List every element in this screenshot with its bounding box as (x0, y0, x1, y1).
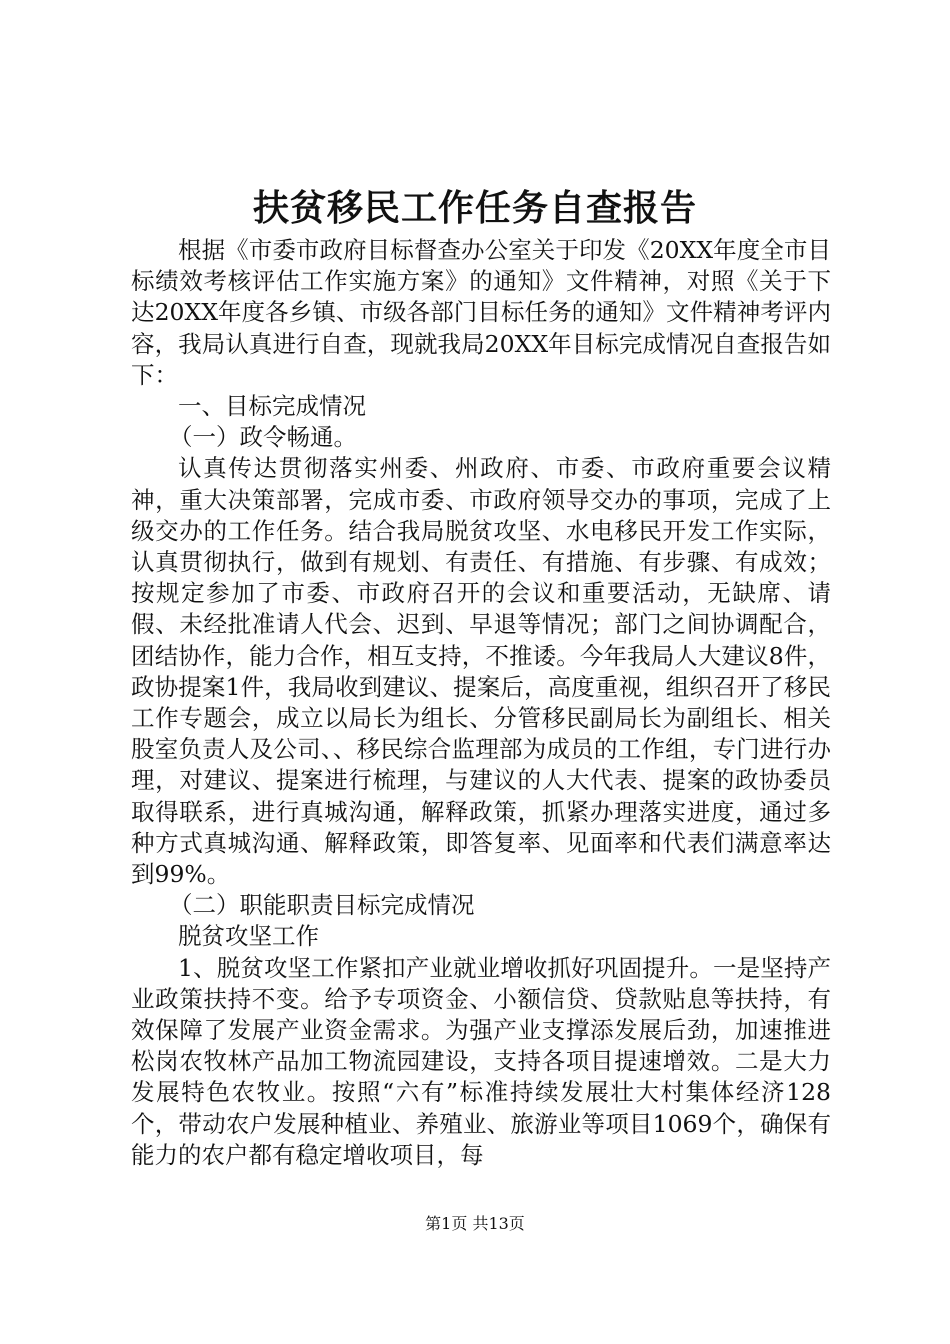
subsection-heading-2: （二）职能职责目标完成情况 (169, 891, 475, 920)
document-title: 扶贫移民工作任务自查报告 (252, 187, 697, 229)
paragraph-policy: 认真传达贯彻落实州委、州政府、市委、市政府重要会议精神，重大决策部署，完成市委、市政府领导交办的事项，完成了上级交办的工作任务。结合我局脱贫攻坚、水电移民开发工作实际，认真贯彻执行，做到有规划、有责任、有措施、有步骤、有成效；按规定参加了市委、市政府召开的会议和重要活动，无缺席、请假、未经批准请人代会、迟到、早退等情况；部门之间协调配合，团结协作，能力合作，相互支持，不推诿。今年我局人大建议8件，政协提案1件，我局收到建议、提案后，高度重视，组织召开了移民工作专题会，成立以局长为组长、分管移民副局长为副组长、相关股室负责人及公司、、移民综合监理部为成员的工作组，专门进行办理，对建议、提案进行梳理，与建议的人大代表、提案的政协委员取得联系，进行真城沟通，解释政策，抓紧办理落实进度，通过多种方式真城沟通、解释政策，即答复率、见面率和代表们满意率达到99%。 (131, 454, 831, 889)
paragraph-poverty-work: 1、脱贫攻坚工作紧扣产业就业增收抓好巩固提升。一是坚持产业政策扶持不变。给予专项资金、小额信贷、贷款贴息等扶持，有效保障了发展产业资金需求。为强产业支撑添发展后劲，加速推进松岗农牧林产品加工物流园建设，支持各项目提速增效。二是大力发展特色农牧业。按照“六有”标准持续发展壮大村集体经济128个，带动农户发展种植业、养殖业、旅游业等项目1069个，确保有能力的农户都有稳定增收项目，每 (131, 953, 831, 1169)
paragraph-intro: 根据《市委市政府目标督查办公室关于印发《20XX年度全市目标绩效考核评估工作实施方案》的通知》文件精神，对照《关于下达20XX年度各乡镇、市级各部门目标任务的通知》文件精神考评内容，我局认真进行自查，现就我局20XX年目标完成情况自查报告如下： (131, 236, 831, 389)
document-body (131, 235, 831, 1171)
section-heading-1: 一、目标完成情况 (178, 392, 366, 421)
topic-heading-poverty: 脱贫攻坚工作 (178, 922, 319, 951)
page-footer: 第1页 共13页 (425, 1214, 525, 1233)
subsection-heading-1: （一）政令畅通。 (169, 423, 357, 452)
